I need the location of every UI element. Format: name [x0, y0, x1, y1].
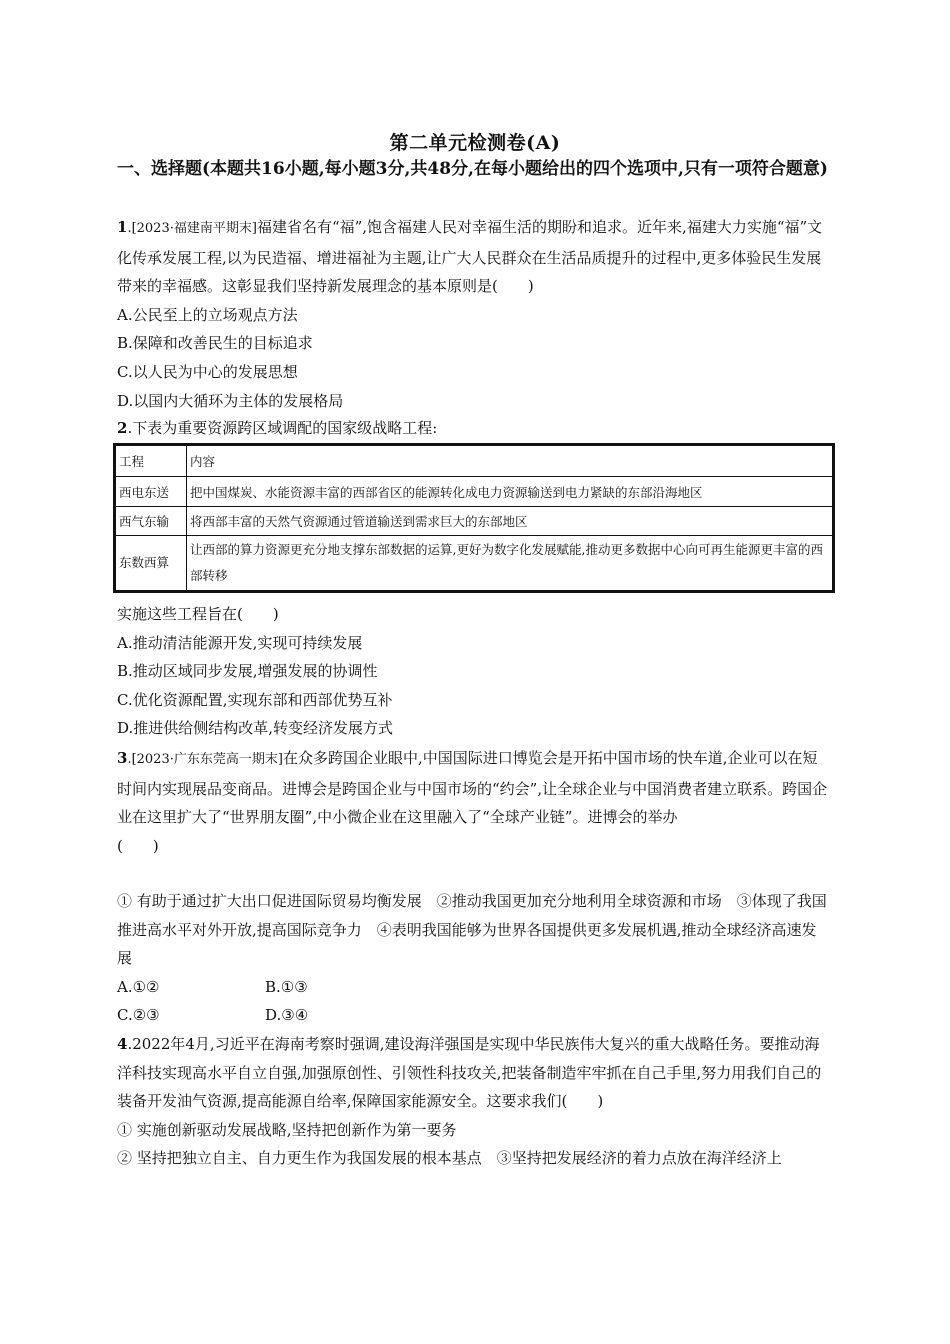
question-3-stem — [117, 744, 829, 860]
question-1-stem — [117, 213, 829, 301]
option-a: A.推动清洁能源开发,实现可持续发展 — [117, 633, 363, 652]
option-d: D.③④ — [265, 1006, 309, 1025]
table-cell-content: 将西部丰富的天然气资源通过管道输送到需求巨大的东部地区 — [187, 507, 834, 536]
question-text: 福建省名有“福”,饱含福建人民对幸福生活的期盼和追求。近年来,福建大力实施“福”文化传承发展工程,以为民造福、增进福祉为主题,让广大人民群众在生活品质提升的过程中,更多体验民生发展带来的幸福感。这彰显我们坚持新发展理念的基本原则是( ) — [117, 218, 823, 296]
question-4-stem — [117, 1030, 829, 1116]
option-d: D.推进供给侧结构改革,转变经济发展方式 — [117, 719, 394, 738]
question-2-intro — [117, 414, 829, 443]
table-row — [115, 477, 834, 507]
table-row — [115, 536, 834, 592]
question-number: 4 — [117, 1035, 128, 1053]
question-number: 2 — [117, 419, 128, 437]
option-b: B.①③ — [265, 977, 308, 996]
table-cell-name: 东数西算 — [115, 536, 187, 592]
option-d: D.以国内大循环为主体的发展格局 — [117, 391, 344, 410]
question-text: .下表为重要资源跨区域调配的国家级战略工程: — [127, 419, 438, 437]
table-row — [115, 507, 834, 536]
options-row — [117, 1001, 829, 1030]
statement-2: ② 坚持把独立自主、自力更生作为我国发展的根本基点 ③坚持把发展经济的着力点放在海洋经济上 — [117, 1149, 782, 1168]
question-1 — [117, 213, 829, 415]
table-cell-content: 把中国煤炭、水能资源丰富的西部省区的能源转化成电力资源输送到电力紧缺的东部沿海地区 — [187, 477, 834, 507]
question-number: 1 — [117, 218, 128, 236]
question-4 — [117, 1030, 829, 1173]
statements: ① 有助于通过扩大出口促进国际贸易均衡发展 ②推动我国更加充分地利用全球资源和市场 ③体现了我国推进高水平对外开放,提高国际竞争力 ④表明我国能够为世界各国提供更多发展机遇,推动全球经济高速发展 — [117, 892, 827, 968]
table-cell-name: 西电东送 — [115, 477, 187, 507]
option-c: C.②③ — [117, 1006, 160, 1025]
option-a: A.①② — [117, 977, 160, 996]
option-c: C.以人民为中心的发展思想 — [117, 362, 298, 381]
project-table — [113, 443, 835, 593]
question-3-statements — [117, 887, 829, 1030]
question-text: .2022年4月,习近平在海南考察时强调,建设海洋强国是实现中华民族伟大复兴的重大战略任务。要推动海洋科技实现高水平自立自强,加强原创性、引领性科技攻关,把装备制造牢牢抓在自己手里,努力用我们自己的装备开发油气资源,提高能源自给率,保障国家能源安全。这要求我们( ) — [117, 1035, 822, 1111]
question-source: .[2023·广东东莞高一期末] — [127, 752, 283, 767]
question-3 — [117, 744, 829, 860]
option-b: B.保障和改善民生的目标追求 — [117, 334, 313, 353]
question-source: .[2023·福建南平期末] — [127, 221, 257, 236]
table-header: 内容 — [187, 445, 834, 477]
table-cell-content: 让西部的算力资源更充分地支撑东部数据的运算,更好为数字化发展赋能,推动更多数据中心向可再生能源更丰富的西部转移 — [187, 536, 834, 592]
question-2 — [117, 600, 829, 743]
question-number: 3 — [117, 749, 128, 767]
option-c: C.优化资源配置,实现东部和西部优势互补 — [117, 690, 393, 709]
section-heading: 一、选择题(本题共16小题,每小题3分,共48分,在每小题给出的四个选项中,只有一项符合题意) — [117, 159, 828, 179]
table-header-row — [115, 445, 834, 477]
statement-1: ① 实施创新驱动发展战略,坚持把创新作为第一要务 — [117, 1120, 457, 1139]
options-row — [117, 973, 829, 1002]
page-title: 第二单元检测卷(A) — [389, 132, 561, 154]
question-text: 实施这些工程旨在( ) — [117, 605, 279, 623]
question-text: 在众多跨国企业眼中,中国国际进口博览会是开拓中国市场的快车道,企业可以在短时间内实现展品变商品。进博会是跨国企业与中国市场的“约会”,让全球企业与中国消费者建立联系。跨国企业在这里扩大了“世界朋友圈”,中小微企业在这里融入了“全球产业链”。进博会的举办 — [117, 749, 828, 827]
answer-blank: ( ) — [117, 836, 159, 855]
table-header: 工程 — [115, 445, 187, 477]
option-b: B.推动区域同步发展,增强发展的协调性 — [117, 662, 378, 681]
option-a: A.公民至上的立场观点方法 — [117, 305, 298, 324]
table-cell-name: 西气东输 — [115, 507, 187, 536]
